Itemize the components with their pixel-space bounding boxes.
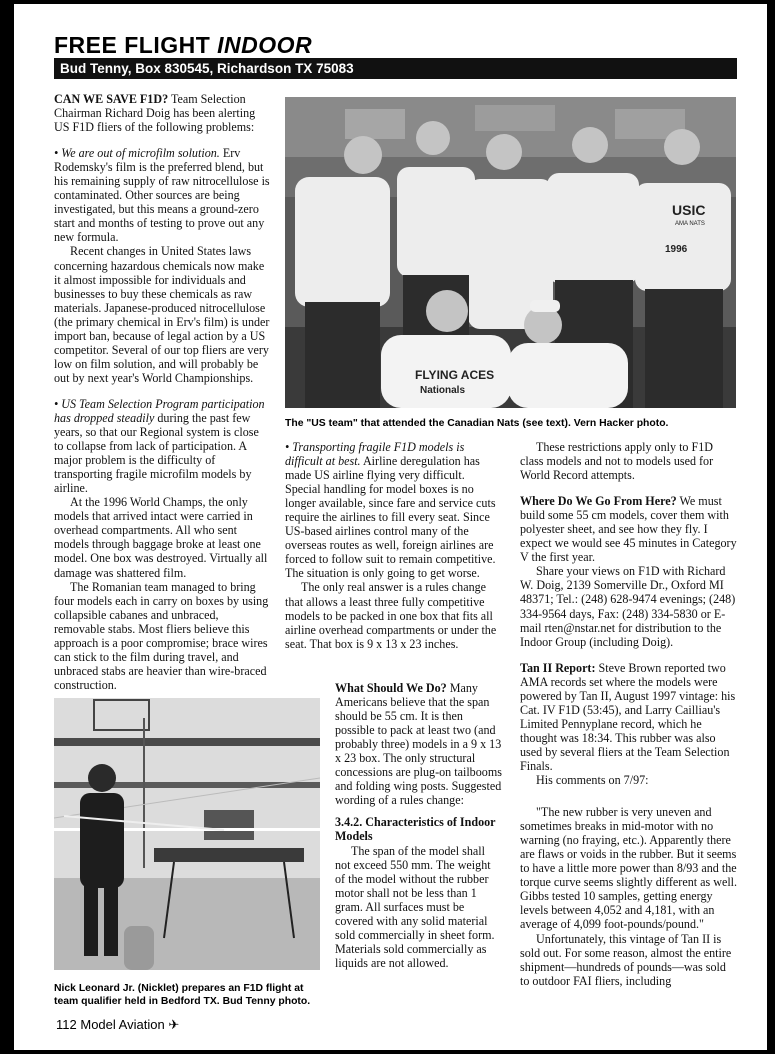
paragraph: The only real answer is a rules change that allows a least three fully competitive models to be packed in one box that fits all airline overhead compartments or under the seat. That box is 9 x 13 x 23 inches. [285,580,497,651]
shirt-text: Nationals [420,385,466,396]
page-number: 112 [56,1017,77,1032]
gym-photo-image [54,698,320,970]
paragraph: What Should We Do? Many Americans believe that the span should be 55 cm. It is then possible to pack at least two (and probably three) models in a 9 x 13 x 23 box. The only structural concessions are plug-on tailbooms and folding wing posts. Suggested wording of a rules change: [335,681,502,808]
paragraph: Tan II Report: Steve Brown reported two AMA records set where the models were powered by Tan II, August 1997 vintage: his Cat. IV F1D (53:45), and Larry Cailliau's Limited Pennyplane record, which he thought was 18:34. This rubber was also used by several fliers at the Team Selection Finals. [520,660,736,773]
paragraph: Where Do We Go From Here? We must build some 55 cm models, cover them with polyester sheet, and see how they fly. I expect we would see 45 minutes in Category V the first year. [520,494,737,565]
column-3 [520,440,738,988]
paragraph: His comments on 7/97: [536,773,649,788]
airplane-icon: ✈ [168,1017,180,1032]
shirt-text: 1996 [665,244,688,255]
byline-bar [54,58,737,79]
title-italic: INDOOR [217,32,313,58]
bullet-head: • We are out of microfilm solution. [54,146,220,161]
rule-heading: 3.4.2. Characteristics of Indoor Models [335,815,496,844]
column-title [54,32,312,59]
team-photo-caption: The "US team" that attended the Canadian Nats (see text). Vern Hacker photo. [285,418,669,429]
section-head: Where Do We Go From Here? [520,494,677,509]
page-footer [56,1017,179,1033]
section-head: CAN WE SAVE F1D? [54,92,169,106]
paragraph: At the 1996 World Champs, the only models that arrived intact were carried in overhead compartments. All who sent models through baggage broke at least one model. One box was destroyed. Virtually all damage was shattered film. [54,495,268,580]
shirt-text: USIC [672,202,706,218]
bullet-head: • Transporting fragile F1D models is difficult at best. [285,440,465,469]
magazine-name: Model Aviation [80,1017,165,1032]
column-2 [285,440,501,651]
section-head: What Should We Do? [335,681,447,695]
paragraph: Recent changes in United States laws concerning hazardous chemicals now make it almost impossible for individuals and businesses to buy these chemicals as raw materials. Japanese-produced nitrocellulose (the primary chemical in Erv's film) is under import ban, because of legal action by a US competitor. Several of our top fliers are very low on film solution, and will probably be out by next year's World Championships. [54,244,270,385]
byline: Bud Tenny, Box 830545, Richardson TX 75083 [60,61,354,76]
magazine-page [14,4,767,1050]
shirt-text: AMA NATS [675,221,705,227]
paragraph: Unfortunately, this vintage of Tan II is sold out. For some reason, almost the entire shipment—hundreds of pounds—was sold to outdoor FAI fliers, including [520,931,732,988]
column-1 [54,92,270,692]
quote-paragraph: "The new rubber is very uneven and sometimes breaks in mid-motor with no warning (no fraying, etc.). Apparently there are flaws or voids in the rubber. But it seems to have a little more power than 8/93 and the torque curve seems slightly different as well. Gibbs tested 10 samples, getting energy levels between 4,052 and 4,181, with an average of 4,099 foot-pounds/pound." [520,805,738,932]
paragraph: Share your views on F1D with Richard W. Doig, 2139 Somerville Dr., Oxford MI 48371; Tel.: (248) 628-9474 evenings; (248) 334-9564 days, Fax: (248) 334-5830 or E-mail rten@nstar.net for distribution to the Indoor Group (including Doig). [520,564,736,649]
title-main: FREE FLIGHT [54,32,211,58]
bullet-head: • US Team Selection Program participation has dropped steadily [54,396,265,425]
section-head: Tan II Report: [520,660,596,675]
team-photo-image [285,97,736,408]
paragraph: The Romanian team managed to bring four models each in carry on boxes by using collapsible cabanes and unbraced, removable stabs. Most fliers believe this approach is a poor compromise; brace wires can stick to the film during travel, and unbraced stabs are heavier than wire-braced construction. [54,579,269,692]
paragraph: These restrictions apply only to F1D class models and not to models used for World Record attempts. [520,440,714,483]
paragraph: CAN WE SAVE F1D? Team Selection Chairman Richard Doig has been alerting US F1D fliers of the following problems: [54,92,256,135]
column-2-lower [335,681,503,970]
shirt-text: FLYING ACES [415,368,495,382]
team-photo [285,97,736,408]
paragraph: • US Team Selection Program participation has dropped steadily during the past few years, so that our Regional system is close to collapse from lack of participation. A major problem is the difficulty of transporting fragile microfilm models by airline. [54,396,265,496]
paragraph: • We are out of microfilm solution. Erv Rodemsky's film is the preferred blend, but his remaining supply of raw nitrocellulose is contaminated. Other sources are being investigated, but this means a ground-zero start and months of testing to prove out any new formula. [54,146,270,245]
paragraph: The span of the model shall not exceed 550 mm. The weight of the model without the rubber motor shall not be less than 1 gram. All surfaces must be covered with any solid material sold commercially in sheet form. Materials sold commercially as liquids are not allowed. [335,843,495,970]
gym-photo-caption: Nick Leonard Jr. (Nicklet) prepares an F1D flight at team qualifier held in Bedford TX. Bud Tenny photo. [54,983,311,1007]
paragraph: • Transporting fragile F1D models is difficult at best. Airline deregulation has made US airline flying very difficult. Special handling for model boxes is no longer available, since fare and service cuts require the airlines to fill every seat. Since US-based airlines control many of the overseas routes as well, foreign airlines are forced to follow suit to remain competitive. The situation is only going to get worse. [285,440,496,581]
gym-photo [54,698,320,970]
